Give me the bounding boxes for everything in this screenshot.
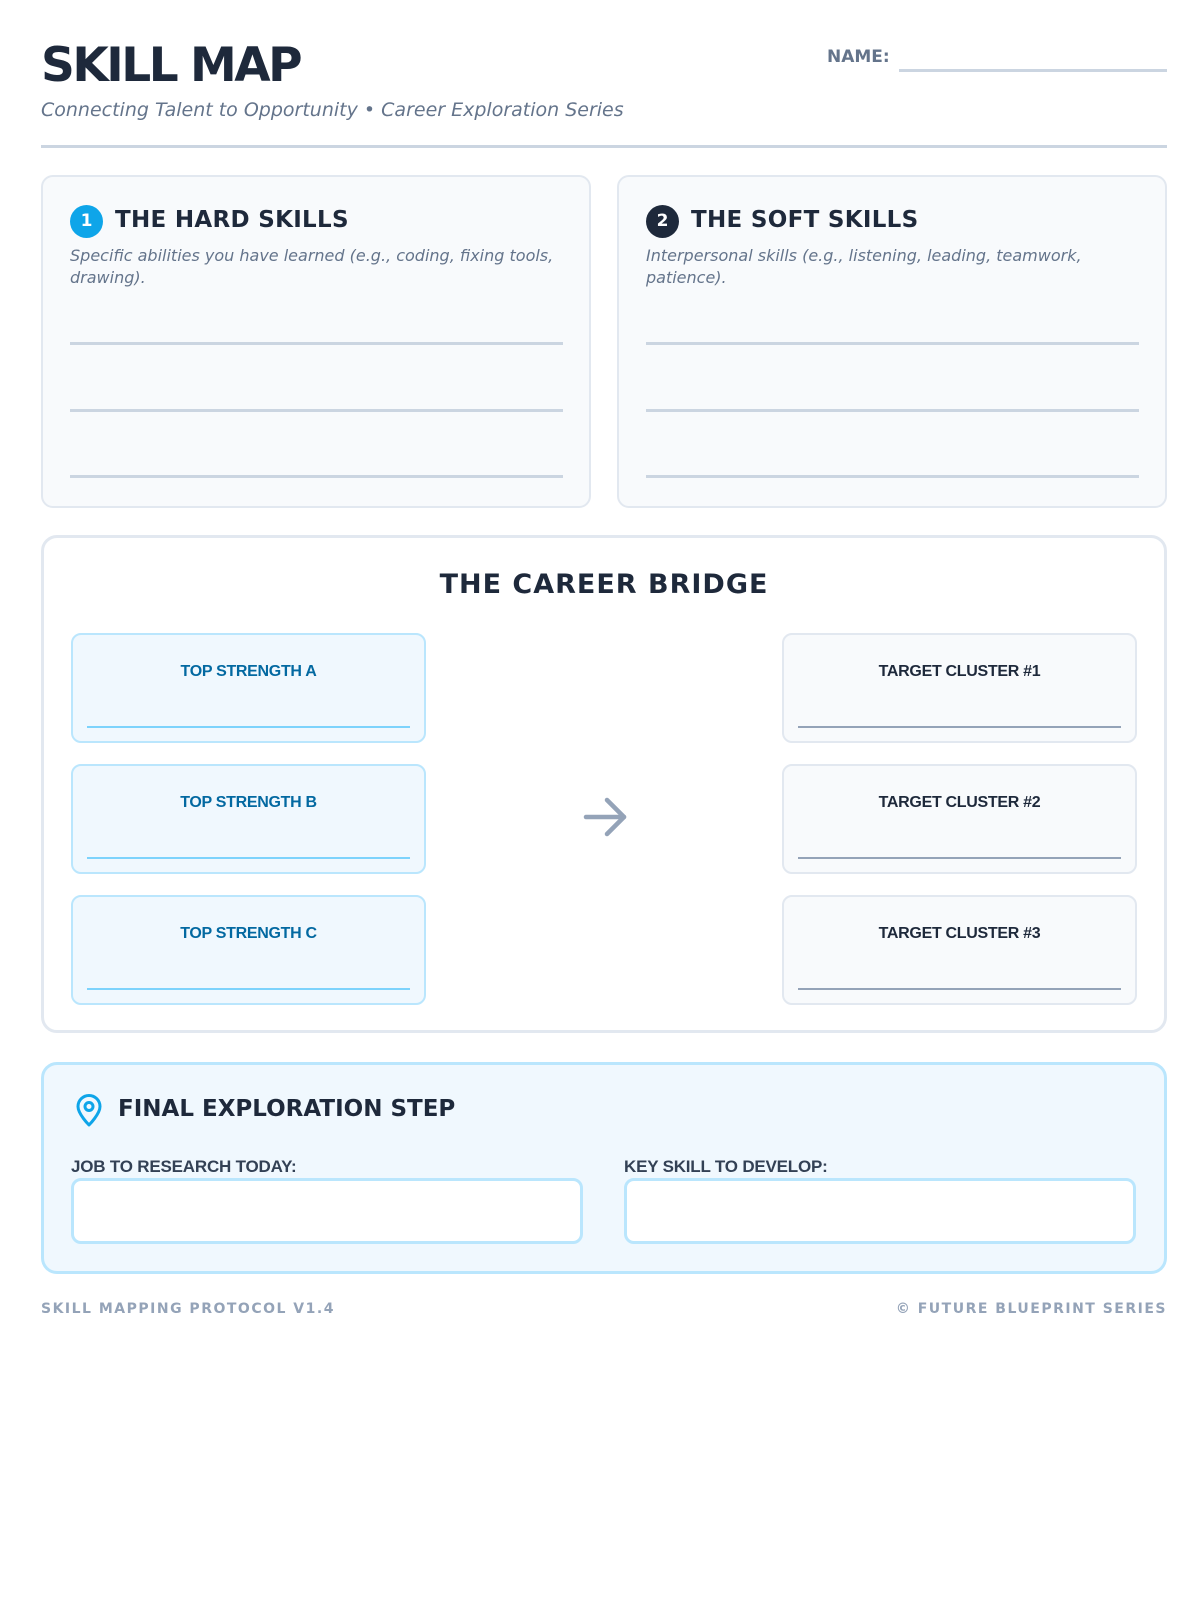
header: [41, 0, 1167, 148]
top-strength-a-box: [71, 633, 426, 743]
job-research-label: JOB TO RESEARCH TODAY:: [71, 1157, 297, 1176]
hard-skill-line-1[interactable]: [70, 342, 563, 345]
worksheet-page: [41, 0, 1167, 1317]
step-number-badge: 2: [646, 205, 679, 238]
target-cluster-2-label: TARGET CLUSTER #2: [878, 794, 1041, 811]
hard-skill-line-3[interactable]: [70, 475, 563, 478]
top-strength-b-label: TOP STRENGTH B: [180, 794, 317, 811]
target-cluster-3-box: [782, 895, 1137, 1005]
career-bridge-section: [41, 535, 1167, 1033]
soft-skill-line-1[interactable]: [646, 342, 1139, 345]
hard-skills-title: THE HARD SKILLS: [115, 207, 349, 233]
top-strength-b-line[interactable]: [87, 857, 410, 859]
soft-skills-description: Interpersonal skills (e.g., listening, leading, teamwork, patience).: [646, 246, 1082, 287]
page-subtitle: Connecting Talent to Opportunity • Career Exploration Series: [41, 99, 624, 121]
key-skill-label: KEY SKILL TO DEVELOP:: [624, 1157, 828, 1176]
name-label: NAME:: [827, 47, 890, 67]
name-field-line[interactable]: [899, 69, 1167, 72]
top-strength-c-line[interactable]: [87, 988, 410, 990]
soft-skill-line-3[interactable]: [646, 475, 1139, 478]
footer-protocol-text: SKILL MAPPING PROTOCOL V1.4: [41, 1301, 335, 1317]
soft-skill-line-2[interactable]: [646, 409, 1139, 412]
arrow-right-icon: [580, 791, 632, 843]
top-strength-a-label: TOP STRENGTH A: [180, 663, 317, 680]
target-cluster-3-label: TARGET CLUSTER #3: [878, 925, 1041, 942]
target-cluster-2-line[interactable]: [798, 857, 1121, 859]
target-cluster-3-line[interactable]: [798, 988, 1121, 990]
step-number-badge: 1: [70, 205, 103, 238]
map-pin-icon: [74, 1094, 104, 1128]
hard-skills-description: Specific abilities you have learned (e.g., coding, fixing tools, drawing).: [70, 246, 554, 287]
target-cluster-1-label: TARGET CLUSTER #1: [878, 663, 1041, 680]
key-skill-field[interactable]: [624, 1178, 1136, 1244]
soft-skills-card: [617, 175, 1167, 508]
career-bridge-title: THE CAREER BRIDGE: [439, 569, 769, 600]
footer-copyright-text: © FUTURE BLUEPRINT SERIES: [895, 1301, 1167, 1317]
hard-skills-card: [41, 175, 591, 508]
top-strength-b-box: [71, 764, 426, 874]
target-cluster-1-line[interactable]: [798, 726, 1121, 728]
page-title: SKILL MAP: [41, 38, 301, 93]
final-exploration-title: FINAL EXPLORATION STEP: [118, 1096, 456, 1122]
top-strength-a-line[interactable]: [87, 726, 410, 728]
top-strength-c-label: TOP STRENGTH C: [180, 925, 317, 942]
hard-skill-line-2[interactable]: [70, 409, 563, 412]
top-strength-c-box: [71, 895, 426, 1005]
target-cluster-1-box: [782, 633, 1137, 743]
job-research-field[interactable]: [71, 1178, 583, 1244]
final-exploration-section: [41, 1062, 1167, 1274]
soft-skills-title: THE SOFT SKILLS: [691, 207, 919, 233]
target-cluster-2-box: [782, 764, 1137, 874]
